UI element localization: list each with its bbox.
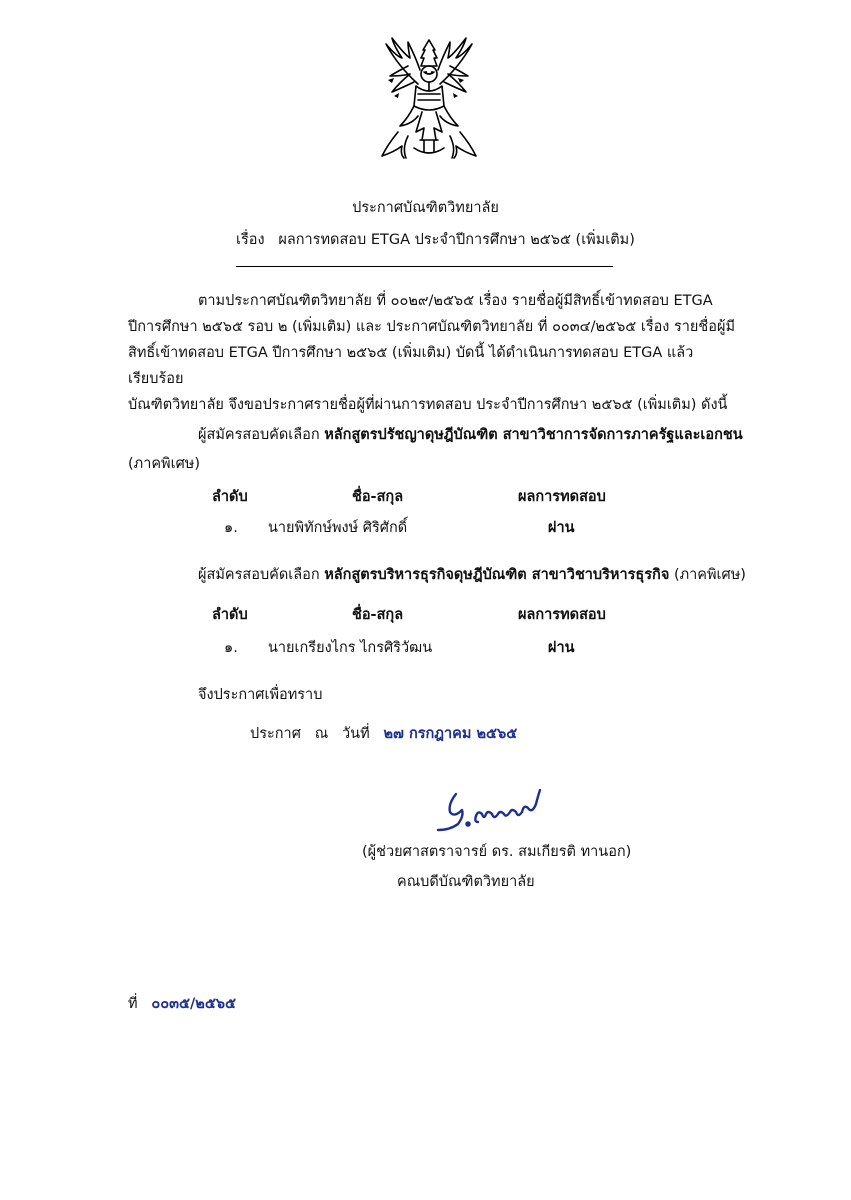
section-2-program: หลักสูตรบริหารธุรกิจดุษฎีบัณฑิต สาขาวิชาบริหารธุรกิจ [324,567,670,583]
handwritten-signature [428,786,558,836]
announced-label: ประกาศ ณ วันที่ [250,726,370,742]
section-1-suffix: (ภาคพิเศษ) [128,456,200,472]
section-2-row-no: ๑. [224,640,238,656]
issuer-title: ประกาศบัณฑิตวิทยาลัย [352,200,499,216]
section-1-header-name: ชื่อ-สกุล [352,489,404,505]
section-1-header-no: ลำดับ [212,489,248,505]
section-2-suffix: (ภาคพิเศษ) [673,567,746,583]
section-2-row-name: นายเกรียงไกร ไกรศิริวัฒน [268,640,433,656]
closing-notice: จึงประกาศเพื่อทราบ [198,687,323,703]
subject-text: ผลการทดสอบ ETGA ประจำปีการศึกษา ๒๕๖๕ (เพิ่มเติม) [278,232,635,248]
section-1-row-name: นายพิทักษ์พงษ์ ศิริศักดิ์ [268,520,408,536]
intro-line-3: สิทธิ์เข้าทดสอบ ETGA ปีการศึกษา ๒๕๖๕ (เพิ่มเติม) บัดนี้ ได้ดำเนินการทดสอบ ETGA แล้วเรียบร้อย [128,345,694,387]
signatory-name: (ผู้ช่วยศาสตราจารย์ ดร. สมเกียรติ ทานอก) [362,844,632,860]
intro-line-4: บัณฑิตวิทยาลัย จึงขอประกาศรายชื่อผู้ที่ผ่านการทดสอบ ประจำปีการศึกษา ๒๕๖๕ (เพิ่มเติม) ดังนี้ [128,397,728,413]
section-1-row-no: ๑. [224,520,238,536]
subject-line [236,228,635,251]
section-1-header-result: ผลการทดสอบ [518,489,606,505]
section-1-heading [198,423,743,446]
intro-paragraph [128,288,740,418]
document-number-label: ที่ [128,996,138,1012]
signatory-position: คณบดีบัณฑิตวิทยาลัย [397,874,535,890]
section-1-program: หลักสูตรปรัชญาดุษฎีบัณฑิต สาขาวิชาการจัดการภาครัฐและเอกชน [324,427,743,443]
announcement-date: ๒๗ กรกฎาคม ๒๕๖๕ [383,726,518,742]
section-2-prefix: ผู้สมัครสอบคัดเลือก [198,567,320,583]
document-number-value: ๐๐๓๕/๒๕๖๕ [151,996,236,1012]
garuda-emblem-icon [378,36,480,160]
intro-line-2: ปีการศึกษา ๒๕๖๕ รอบ ๒ (เพิ่มเติม) และ ประกาศบัณฑิตวิทยาลัย ที่ ๐๐๓๔/๒๕๖๕ เรื่อง รายชื่อผู้มี [128,319,736,335]
intro-line-1: ตามประกาศบัณฑิตวิทยาลัย ที่ ๐๐๒๙/๒๕๖๕ เรื่อง รายชื่อผู้มีสิทธิ์เข้าทดสอบ ETGA [198,293,713,309]
section-1-prefix: ผู้สมัครสอบคัดเลือก [198,427,320,443]
section-2-header-result: ผลการทดสอบ [518,607,606,623]
section-2-header-no: ลำดับ [212,607,248,623]
document-number [128,992,236,1015]
header-divider [236,266,613,267]
section-2-row-result: ผ่าน [548,640,575,656]
section-1-row-result: ผ่าน [548,520,575,536]
section-2-header-name: ชื่อ-สกุล [352,607,404,623]
section-2-heading [198,563,746,586]
subject-label: เรื่อง [236,232,265,248]
announcement-date-line [250,722,517,745]
